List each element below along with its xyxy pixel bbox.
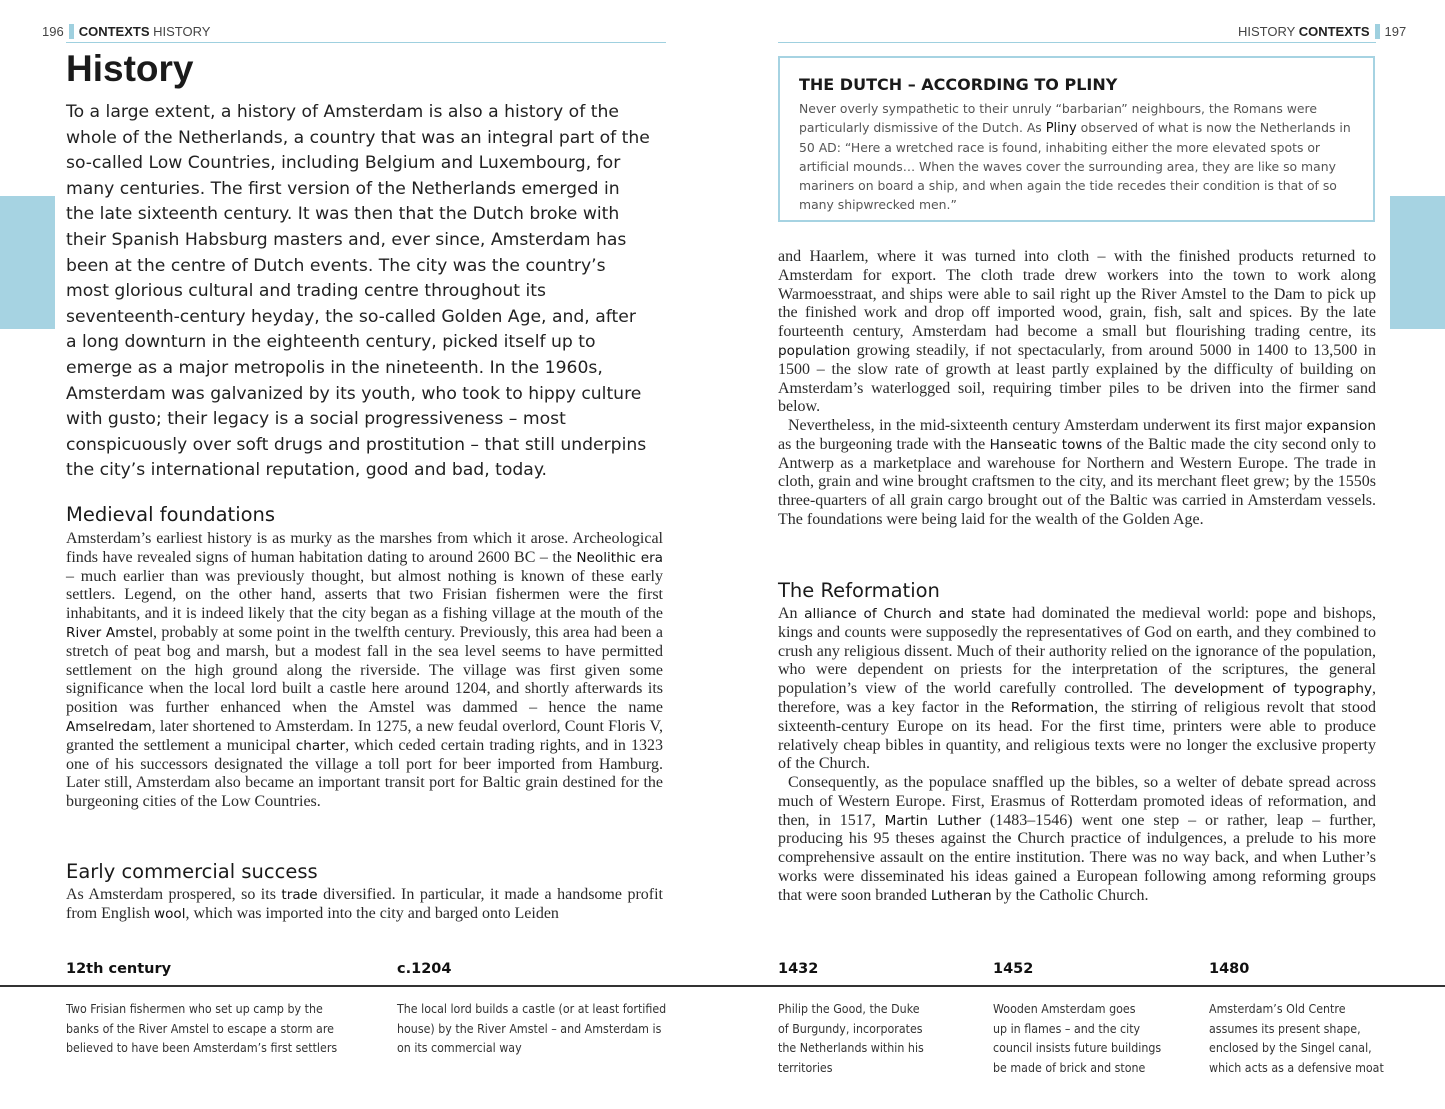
timeline-date: 12th century: [66, 961, 172, 977]
keyword: expansion: [1306, 418, 1376, 434]
keyword: development of typography: [1174, 681, 1373, 698]
reformation-paragraph-2: Consequently, as the populace snaffled up the bibles, so a welter of debate spread across much of Western Europe. First, Erasmus of Rotterdam promoted ideas of reformation, and then, in 1517, Martin Luther (1483–1546) went one step – or rather, leap – further, producing his 95 theses against the Church practice of indulgences, a prelude to his more comprehensive assault on the entire institution. There was no way back, and when Luther’s works were disseminated his ideas gained a European following among reforming groups that were soon branded Lutheran by the Catholic Church.: [778, 774, 1376, 904]
keyword: population: [778, 342, 851, 359]
keyword: charter: [295, 737, 346, 754]
running-head-subsection: HISTORY: [1238, 24, 1296, 39]
timeline-text: Philip the Good, the Duke of Burgundy, incorporates the Netherlands within his territories: [778, 1001, 924, 1076]
page-number-right: 197: [1384, 24, 1407, 39]
sidebar-box: [778, 56, 1375, 222]
thumb-tab-left: [0, 196, 55, 329]
timeline-text: Two Frisian fishermen who set up camp by the banks of the River Amstel to escape a storm are believed to have been Amsterdam’s first settlers: [66, 1001, 338, 1056]
keyword: alliance of Church and state: [804, 606, 1006, 622]
running-head-section: CONTEXTS: [1298, 24, 1370, 39]
keyword: Hanseatic towns: [989, 436, 1103, 453]
timeline-date: 1432: [778, 961, 819, 977]
section-heading-reformation: The Reformation: [778, 579, 940, 602]
running-head-subsection: HISTORY: [153, 24, 211, 39]
running-head-right: [1238, 24, 1406, 39]
page-title: History: [66, 48, 194, 89]
running-head-section: CONTEXTS: [78, 24, 150, 39]
keyword: River Amstel: [66, 624, 153, 641]
sidebar-text: Never overly sympathetic to their unruly “barbarian” neighbours, the Romans were particularly dismissive of the Dutch. As Pliny observed of what is now the Netherlands in 50 AD: “Here a wretched race is found, inhabiting either the more elevated spots or artificial mounds… When the waves cover the surrounding area, they are like so many mariners on board a ship, and when again the tide recedes their condition is that of so many shipwrecked men.”: [799, 101, 1351, 212]
keyword: Neolithic era: [576, 549, 664, 566]
keyword: Amselredam: [66, 718, 152, 735]
continued-paragraph-2: Nevertheless, in the mid-sixteenth century Amsterdam underwent its first major expansion as the burgeoning trade with the Hanseatic towns of the Baltic made the city second only to Antwerp as a marketplace and warehouse for Northern and Western Europe. The trade in cloth, grain and wine brought craftsmen to the city, and its merchant fleet grew; by the 1550s three-quarters of all grain cargo brought out of the Baltic was carried in Amsterdam vessels. The foundations were being laid for the wealth of the Golden Age.: [778, 417, 1377, 528]
timeline-text: The local lord builds a castle (or at least fortified house) by the River Amstel – and Amsterdam is on its commercial way: [397, 1001, 667, 1056]
timeline-text: Wooden Amsterdam goes up in flames – and the city council insists future buildings be made of brick and stone: [993, 1001, 1162, 1076]
keyword: Lutheran: [930, 887, 992, 904]
thumb-tab-right: [1390, 196, 1445, 329]
running-head-left: [42, 24, 210, 39]
sidebar-heading: THE DUTCH – ACCORDING TO PLINY: [799, 75, 1118, 94]
timeline-date: 1480: [1209, 961, 1250, 977]
commercial-paragraph: As Amsterdam prospered, so its trade diversified. In particular, it made a handsome profit from English wool, which was imported into the city and barged onto Leiden: [66, 886, 663, 922]
page-number-left: 196: [42, 24, 64, 39]
header-rule-left: [66, 42, 666, 43]
keyword: Reformation: [1010, 699, 1095, 716]
medieval-paragraph: Amsterdam’s earliest history is as murky as the marshes from which it arose. Archeological finds have revealed signs of human habitation dating to around 2600 BC – the Neolithic era – much earlier than was previously thought, but almost nothing is known of these early settlers. Legend, on the other hand, asserts that two Frisian fishermen were the first inhabitants, and it is indeed likely that the city began as a fishing village at the mouth of the River Amstel, probably at some point in the twelfth century. Previously, this area had been a stretch of peat bog and marsh, but a modest fall in the sea level seems to have permitted settlement on the high ground along the riverside. The village was first given some significance when the local lord built a castle here around 1204, and shortly afterwards its position was further enhanced when the Amstel was dammed – hence the name Amselredam, later shortened to Amsterdam. In 1275, a new feudal overlord, Count Floris V, granted the settlement a municipal charter, which ceded certain trading rights, and in 1323 one of his successors designated the village a toll port for beer imported from Hamburg. Later still, Amsterdam also became an important transit port for Baltic grain destined for the burgeoning cities of the Low Countries.: [66, 530, 664, 811]
timeline-date: c.1204: [397, 961, 452, 977]
section-heading-medieval: Medieval foundations: [66, 503, 276, 526]
keyword: Pliny: [1045, 120, 1077, 136]
intro-paragraph: To a large extent, a history of Amsterdam is also a history of the whole of the Netherlands, a country that was an integral part of the so-called Low Countries, including Belgium and Luxembourg, for many centuries. The first version of the Netherlands emerged in the late sixteenth century. It was then that the Dutch broke with their Spanish Habsburg masters and, ever since, Amsterdam has been at the centre of Dutch events. The city was the country’s most glorious cultural and trading centre throughout its seventeenth-century heyday, the so-called Golden Age, and, after a long downturn in the eighteenth century, picked itself up to emerge as a major metropolis in the nineteenth. In the 1960s, Amsterdam was galvanized by its youth, who took to hippy culture with gusto; their legacy is a social progressiveness – most conspicuously over soft drugs and prostitution – that still underpins the city’s international reputation, good and bad, today.: [66, 102, 650, 481]
running-head-marker: [1375, 24, 1380, 39]
keyword: trade: [281, 887, 318, 903]
reformation-paragraph-1: An alliance of Church and state had dominated the medieval world: pope and bishops, kings and counts were supposedly the representatives of God on earth, and they combined to crush any religious dissent. Much of their authority relied on the ignorance of the population, who were dependent on priests for the interpretation of the scriptures, the general population’s view of the world carefully controlled. The development of typography, therefore, was a key factor in the Reformation, the stirring of religious revolt that stood sixteenth-century Europe on its head. For the first time, printers were able to produce relatively cheap bibles in quantity, and religious texts were no longer the exclusive property of the Church.: [778, 605, 1377, 773]
section-heading-commercial: Early commercial success: [66, 860, 318, 883]
keyword: Martin Luther: [884, 812, 982, 829]
keyword: wool: [154, 905, 186, 922]
running-head-marker: [69, 24, 74, 39]
timeline-rule: [0, 985, 1445, 987]
header-rule-right: [778, 42, 1376, 43]
timeline-text: Amsterdam’s Old Centre assumes its present shape, enclosed by the Singel canal, which acts as a defensive moat: [1209, 1001, 1384, 1076]
continued-paragraph-1: and Haarlem, where it was turned into cloth – with the finished products returned to Amsterdam for export. The cloth trade drew workers into the town to work along Warmoesstraat, and ships were able to sail right up the River Amstel to the Dam to pick up the finished work and drop off imported wood, grain, fish, salt and spices. By the late fourteenth century, Amsterdam had become a small but flourishing trading centre, its population growing steadily, if not spectacularly, from around 5000 in 1400 to 13,500 in 1500 – the slow rate of growth at least partly explained by the difficulty of building on Amsterdam’s waterlogged soil, requiring timber piles to be driven into the firmer sand below.: [778, 248, 1376, 416]
timeline-date: 1452: [993, 961, 1034, 977]
